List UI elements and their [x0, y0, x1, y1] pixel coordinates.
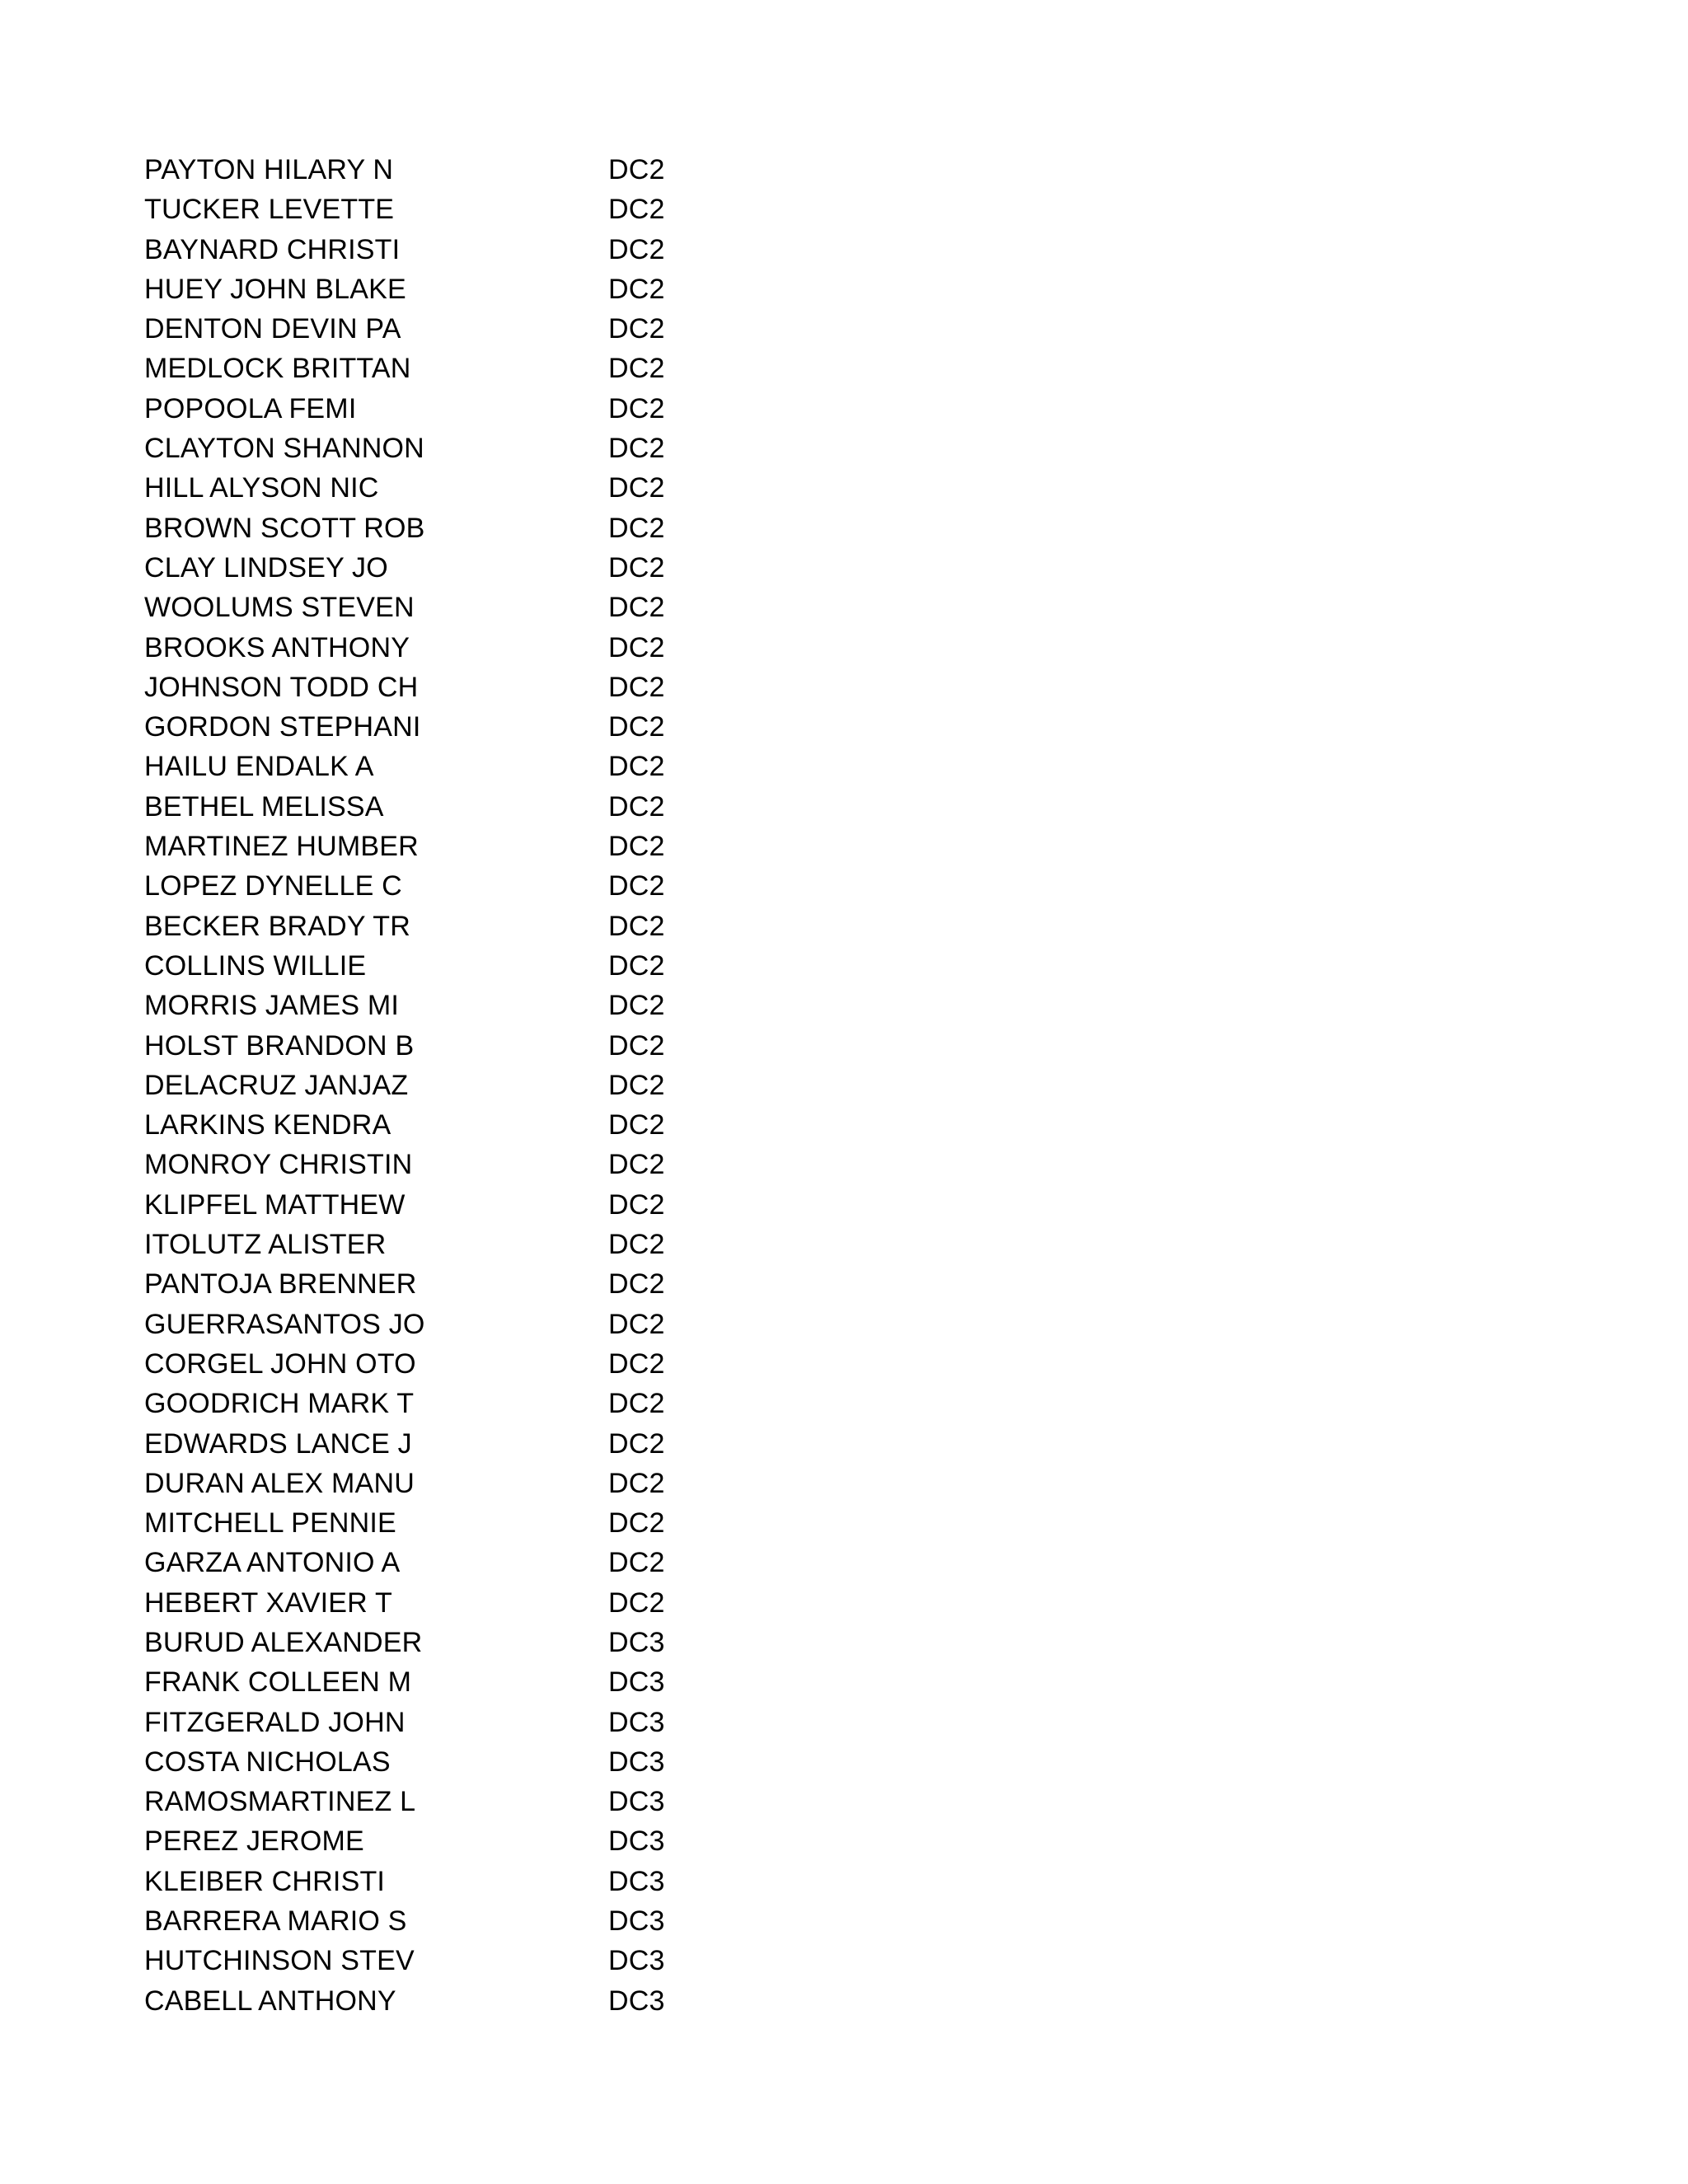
person-name: COSTA NICHOLAS: [144, 1746, 391, 1778]
dc-code: DC2: [608, 1347, 665, 1380]
person-name: GOODRICH MARK T: [144, 1388, 415, 1420]
dc-code: DC2: [608, 1229, 665, 1261]
person-name: BURUD ALEXANDER: [144, 1626, 423, 1658]
person-name: PEREZ JEROME: [144, 1825, 364, 1858]
person-name: MARTINEZ HUMBER: [144, 831, 419, 863]
dc-code: DC2: [608, 910, 665, 942]
person-name: LARKINS KENDRA: [144, 1109, 392, 1141]
dc-code: DC2: [608, 1586, 665, 1619]
dc-code: DC2: [608, 751, 665, 783]
dc-code: DC2: [608, 1467, 665, 1499]
person-name: HUTCHINSON STEV: [144, 1945, 415, 1977]
person-name: GUERRASANTOS JO: [144, 1308, 425, 1340]
dc-code: DC2: [608, 1427, 665, 1460]
dc-code: DC2: [608, 1069, 665, 1101]
dc-code: DC3: [608, 1985, 665, 2017]
person-name: FRANK COLLEEN M: [144, 1666, 412, 1699]
dc-code: DC2: [608, 831, 665, 863]
person-name: TUCKER LEVETTE: [144, 194, 395, 226]
dc-code: DC2: [608, 790, 665, 823]
dc-code: DC3: [608, 1865, 665, 1897]
person-name: PAYTON HILARY N: [144, 154, 394, 185]
dc-code: DC2: [608, 353, 665, 385]
person-name: BROOKS ANTHONY: [144, 631, 410, 663]
dc-code: DC2: [608, 592, 665, 624]
dc-code: DC3: [608, 1706, 665, 1738]
person-name: MITCHELL PENNIE: [144, 1507, 396, 1540]
person-name: WOOLUMS STEVEN: [144, 592, 415, 624]
person-name: CORGEL JOHN OTO: [144, 1347, 416, 1380]
person-name: POPOOLA FEMI: [144, 392, 357, 424]
dc-code: DC3: [608, 1945, 665, 1977]
person-name: HEBERT XAVIER T: [144, 1586, 392, 1619]
person-name: BECKER BRADY TR: [144, 910, 410, 942]
person-name: HAILU ENDALK A: [144, 751, 374, 783]
person-name: HILL ALYSON NIC: [144, 472, 379, 504]
dc-code: DC3: [608, 1666, 665, 1699]
person-name: LOPEZ DYNELLE C: [144, 870, 402, 902]
person-name: KLIPFEL MATTHEW: [144, 1188, 406, 1221]
person-name: BAYNARD CHRISTI: [144, 233, 401, 265]
dc-code: DC2: [608, 551, 665, 583]
dc-code: DC2: [608, 1188, 665, 1221]
person-name: JOHNSON TODD CH: [144, 671, 419, 703]
dc-code: DC2: [608, 1029, 665, 1062]
person-name: PANTOJA BRENNER: [144, 1268, 417, 1301]
dc-code: DC2: [608, 194, 665, 226]
person-name: BETHEL MELISSA: [144, 790, 384, 823]
dc-code: DC2: [608, 273, 665, 305]
dc-code: DC2: [608, 1149, 665, 1181]
person-name: BARRERA MARIO S: [144, 1905, 407, 1938]
person-name: CLAYTON SHANNON: [144, 433, 424, 465]
person-name: ITOLUTZ ALISTER: [144, 1229, 387, 1261]
person-name: DELACRUZ JANJAZ: [144, 1069, 409, 1101]
dc-code: DC2: [608, 1507, 665, 1540]
person-name: BROWN SCOTT ROB: [144, 512, 425, 544]
dc-code: DC2: [608, 870, 665, 902]
person-name: COLLINS WILLIE: [144, 949, 367, 982]
dc-code: DC2: [608, 1388, 665, 1420]
dc-code: DC2: [608, 433, 665, 465]
dc-code: DC2: [608, 154, 665, 185]
person-name: KLEIBER CHRISTI: [144, 1865, 386, 1897]
person-name: GARZA ANTONIO A: [144, 1547, 401, 1579]
dc-code: DC3: [608, 1626, 665, 1658]
dc-code: DC2: [608, 631, 665, 663]
person-name: HOLST BRANDON B: [144, 1029, 415, 1062]
dc-code: DC2: [608, 1547, 665, 1579]
dc-code: DC2: [608, 1308, 665, 1340]
dc-code: DC3: [608, 1786, 665, 1818]
person-name: EDWARDS LANCE J: [144, 1427, 412, 1460]
dc-code: DC2: [608, 949, 665, 982]
person-name: MORRIS JAMES MI: [144, 990, 400, 1022]
dc-code: DC2: [608, 472, 665, 504]
dc-code: DC2: [608, 990, 665, 1022]
person-name: RAMOSMARTINEZ L: [144, 1786, 416, 1818]
person-name: DENTON DEVIN PA: [144, 313, 401, 345]
person-name: HUEY JOHN BLAKE: [144, 273, 406, 305]
dc-code: DC3: [608, 1746, 665, 1778]
dc-code: DC2: [608, 313, 665, 345]
person-name: MEDLOCK BRITTAN: [144, 353, 411, 385]
dc-code: DC2: [608, 671, 665, 703]
dc-code: DC3: [608, 1905, 665, 1938]
dc-code: DC2: [608, 512, 665, 544]
person-name: FITZGERALD JOHN: [144, 1706, 406, 1738]
person-name: GORDON STEPHANI: [144, 711, 421, 743]
dc-code: DC2: [608, 1268, 665, 1301]
dc-code: DC3: [608, 1825, 665, 1858]
dc-code: DC2: [608, 392, 665, 424]
dc-code: DC2: [608, 711, 665, 743]
person-name: CLAY LINDSEY JO: [144, 551, 388, 583]
person-name: CABELL ANTHONY: [144, 1985, 396, 2017]
person-name: MONROY CHRISTIN: [144, 1149, 413, 1181]
dc-code: DC2: [608, 233, 665, 265]
dc-code: DC2: [608, 1109, 665, 1141]
person-name: DURAN ALEX MANU: [144, 1467, 415, 1499]
